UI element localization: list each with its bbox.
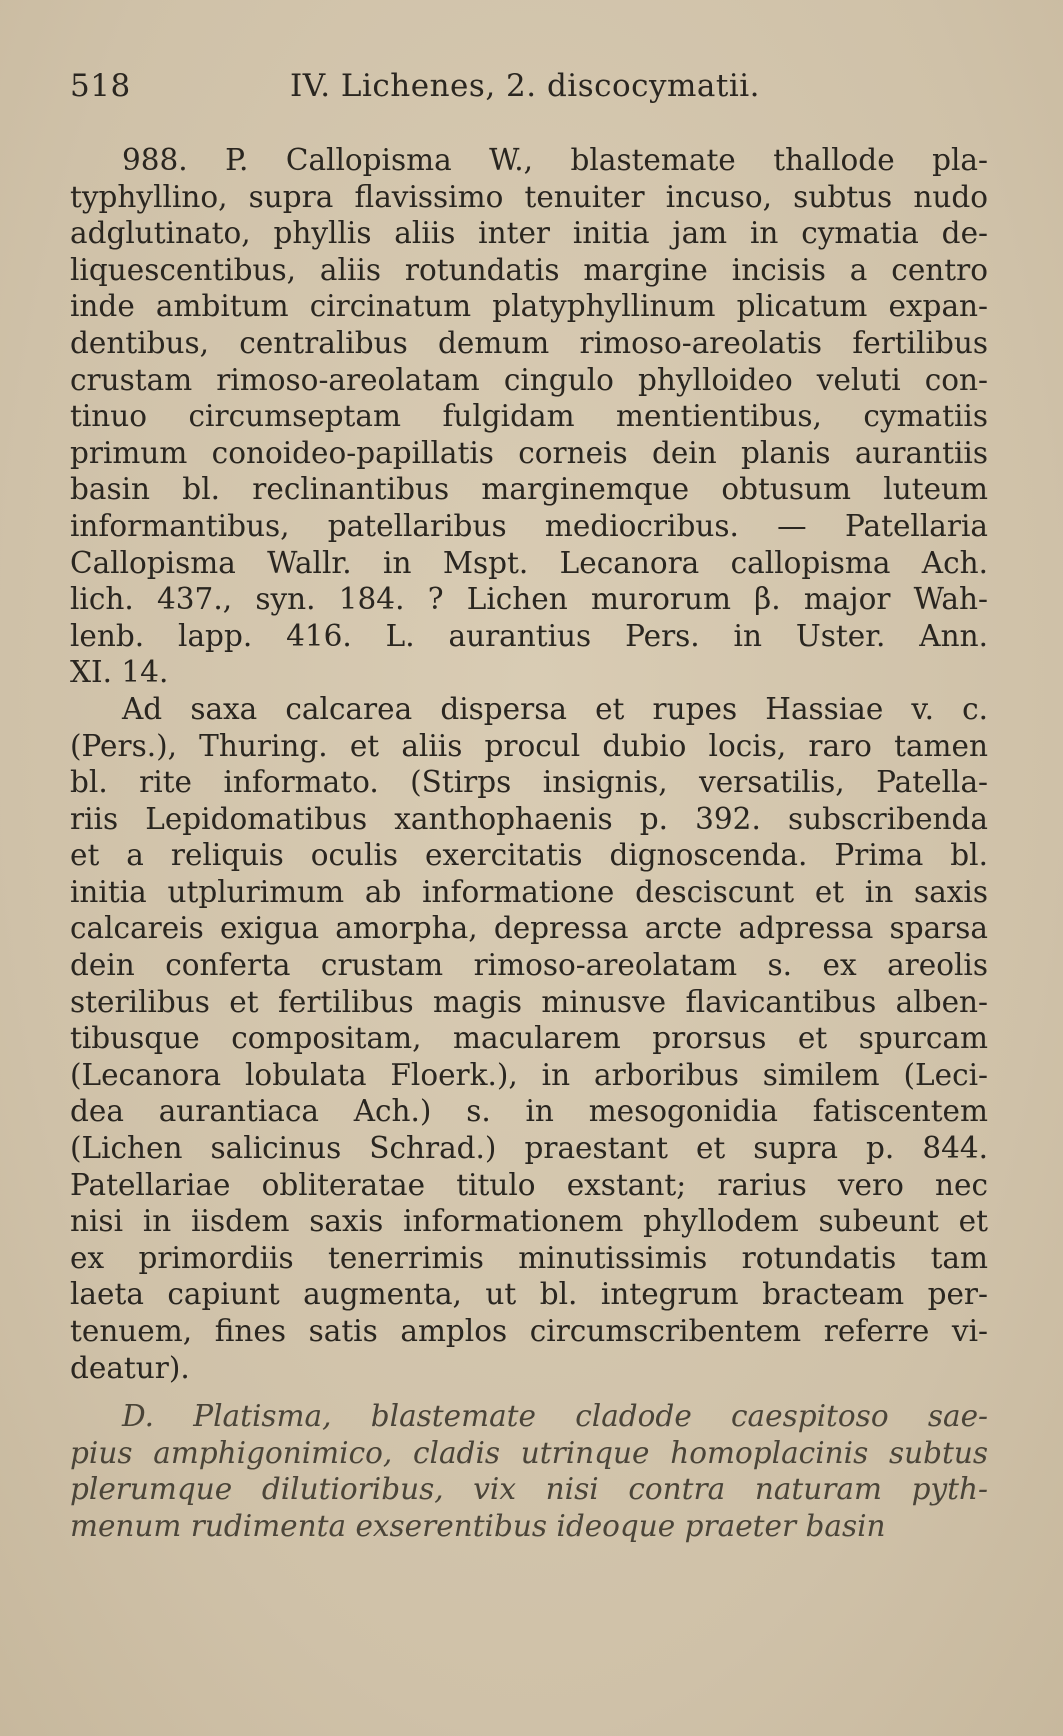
text-line: Callopisma Wallr. in Mspt. Lecanora callopisma Ach. xyxy=(70,545,988,580)
text-line: (Lichen salicinus Schrad.) praestant et supra p. 844. xyxy=(70,1131,988,1166)
text-line: dea aurantiaca Ach.) s. in mesogonidia fatiscentem xyxy=(70,1094,988,1129)
text-line: dein conferta crustam rimoso-areolatam s. ex areolis xyxy=(70,948,988,983)
paragraph-entry-platisma xyxy=(70,1398,988,1544)
text-line: primum conoideo-papillatis corneis dein planis aurantiis xyxy=(70,435,988,470)
text-line: deatur). xyxy=(70,1350,190,1385)
text-line: tenuem, fines satis amplos circumscribentem referre vi- xyxy=(70,1314,988,1348)
text-line: basin bl. reclinantibus marginemque obtusum luteum xyxy=(70,472,988,507)
text-line: initia utplurimum ab informatione desciscunt et in saxis xyxy=(70,874,988,909)
text-line: (Pers.), Thuring. et aliis procul dubio locis, raro tamen xyxy=(70,728,988,763)
text-line: plerumque dilutioribus, vix nisi contra naturam pyth- xyxy=(70,1472,988,1507)
running-title: IV. Lichenes, 2. discocymatii. xyxy=(290,68,761,104)
page-header xyxy=(70,68,990,112)
text-line: bl. rite informato. (Stirps insignis, versatilis, Patella- xyxy=(70,765,988,800)
text-line: ex primordiis tenerrimis minutissimis rotundatis tam xyxy=(70,1240,988,1275)
text-line: adglutinato, phyllis aliis inter initia jam in cymatia de- xyxy=(70,216,988,251)
text-line: inde ambitum circinatum platyphyllinum plicatum expan- xyxy=(70,289,988,324)
text-line: 988. P. Callopisma W., blastemate thallode pla- xyxy=(122,143,988,177)
text-line: lich. 437., syn. 184. ? Lichen murorum β. major Wah- xyxy=(70,582,988,617)
text-line: Patellariae obliteratae titulo exstant; rarius vero nec xyxy=(70,1167,988,1202)
text-line: tinuo circumseptam fulgidam mentientibus, cymatiis xyxy=(70,399,988,434)
text-line: tibusque compositam, macularem prorsus et spurcam xyxy=(70,1021,988,1056)
text-line: lenb. lapp. 416. L. aurantius Pers. in Uster. Ann. xyxy=(70,618,988,653)
text-line: menum rudimenta exserentibus ideoque praeter basin xyxy=(70,1508,886,1543)
text-line: calcareis exigua amorpha, depressa arcte adpressa sparsa xyxy=(70,911,988,946)
text-line: dentibus, centralibus demum rimoso-areolatis fertilibus xyxy=(70,325,988,360)
page-number: 518 xyxy=(70,68,131,104)
text-line: liquescentibus, aliis rotundatis margine incisis a centro xyxy=(70,252,988,287)
text-line: Ad saxa calcarea dispersa et rupes Hassiae v. c. xyxy=(122,691,988,726)
text-line: sterilibus et fertilibus magis minusve flavicantibus alben- xyxy=(70,984,988,1019)
text-line: nisi in iisdem saxis informationem phyllodem subeunt et xyxy=(70,1204,988,1239)
text-line: XI. 14. xyxy=(70,655,169,690)
text-line: et a reliquis oculis exercitatis dignoscenda. Prima bl. xyxy=(70,838,988,873)
text-line: D. Platisma, blastemate cladode caespitoso sae- xyxy=(122,1399,988,1434)
text-line: pius amphigonimico, cladis utrinque homoplacinis subtus xyxy=(70,1435,988,1470)
text-line: riis Lepidomatibus xanthophaenis p. 392. subscribenda xyxy=(70,801,988,836)
text-line: informantibus, patellaribus mediocribus. — Patellaria xyxy=(70,508,988,543)
text-line: typhyllino, supra flavissimo tenuiter incuso, subtus nudo xyxy=(70,179,988,214)
text-line: crustam rimoso-areolatam cingulo phylloideo veluti con- xyxy=(70,362,988,397)
paragraph-entry-988 xyxy=(70,142,988,691)
paragraph-habitat xyxy=(70,691,988,1386)
text-line: (Lecanora lobulata Floerk.), in arboribus similem (Leci- xyxy=(70,1057,988,1092)
body-text xyxy=(70,142,988,1545)
text-line: laeta capiunt augmenta, ut bl. integrum bracteam per- xyxy=(70,1277,988,1312)
